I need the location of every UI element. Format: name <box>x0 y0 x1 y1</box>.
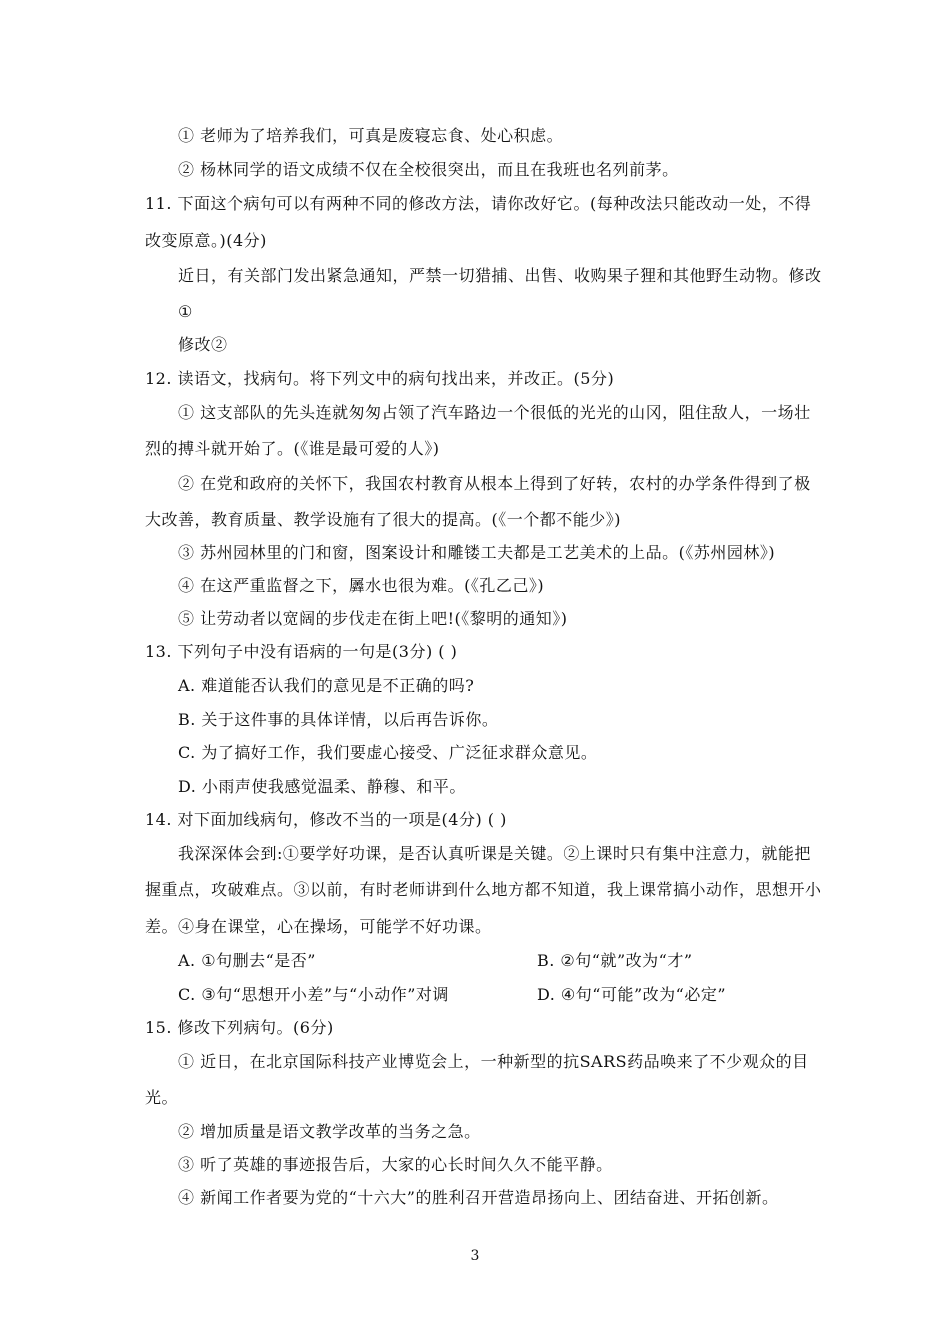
text-line: ⑤ 让劳动者以宽阔的步伐走在街上吧!(《黎明的通知》) <box>178 609 568 628</box>
text-line: ① <box>178 302 193 321</box>
text-line: 光。 <box>145 1088 179 1107</box>
text-line: 近日，有关部门发出紧急通知，严禁一切猎捕、出售、收购果子狸和其他野生动物。修改 <box>178 266 822 285</box>
text-line: ② 在党和政府的关怀下，我国农村教育从根本上得到了好转，农村的办学条件得到了极 <box>178 474 811 493</box>
text-line: 差。④身在课堂，心在操场，可能学不好功课。 <box>145 917 492 936</box>
text-line: 烈的搏斗就开始了。(《谁是最可爱的人》) <box>145 439 440 458</box>
text-line: 修改② <box>178 335 228 354</box>
text-line: ① 老师为了培养我们，可真是废寝忘食、处心积虑。 <box>178 126 564 145</box>
question-13: 13. 下列句子中没有语病的一句是(3分) ( ) <box>145 642 458 661</box>
question-15: 15. 修改下列病句。(6分) <box>145 1018 334 1037</box>
text-line: ② 杨林同学的语文成绩不仅在全校很突出，而且在我班也名列前茅。 <box>178 160 679 179</box>
text-line: ① 近日，在北京国际科技产业博览会上，一种新型的抗SARS药品唤来了不少观众的目 <box>178 1052 809 1071</box>
text-line: ③ 苏州园林里的门和窗，图案设计和雕镂工夫都是工艺美术的上品。(《苏州园林》) <box>178 543 776 562</box>
option-c: C. 为了搞好工作，我们要虚心接受、广泛征求群众意见。 <box>178 743 598 762</box>
page-number: 3 <box>470 1248 480 1264</box>
option-a: A. 难道能否认我们的意见是不正确的吗? <box>178 676 475 695</box>
option-b: B. ②句“就”改为“才” <box>537 951 693 970</box>
text-line: ② 增加质量是语文教学改革的当务之急。 <box>178 1122 481 1141</box>
text-line: ① 这支部队的先头连就匆匆占领了汽车路边一个很低的光光的山冈，阻住敌人，一场壮 <box>178 403 811 422</box>
option-d: D. 小雨声使我感觉温柔、静穆、和平。 <box>178 777 466 796</box>
option-d: D. ④句“可能”改为“必定” <box>537 985 726 1004</box>
text-line: ④ 在这严重监督之下，羼水也很为难。(《孔乙己》) <box>178 576 545 595</box>
option-a: A. ①句删去“是否” <box>178 951 316 970</box>
question-12: 12. 读语文，找病句。将下列文中的病句找出来，并改正。(5分) <box>145 369 615 388</box>
question-14: 14. 对下面加线病句，修改不当的一项是(4分) ( ) <box>145 810 507 829</box>
text-line: 大改善，教育质量、教学设施有了很大的提高。(《一个都不能少》) <box>145 510 621 529</box>
text-line: ③ 听了英雄的事迹报告后，大家的心长时间久久不能平静。 <box>178 1155 613 1174</box>
text-line: 改变原意。)(4分) <box>145 231 267 250</box>
text-line: 我深深体会到:①要学好功课，是否认真听课是关键。②上课时只有集中注意力，就能把 <box>178 844 811 863</box>
option-b: B. 关于这件事的具体详情，以后再告诉你。 <box>178 710 499 729</box>
option-c: C. ③句“思想开小差”与“小动作”对调 <box>178 985 449 1004</box>
question-11: 11. 下面这个病句可以有两种不同的修改方法，请你改好它。(每种改法只能改动一处，不得 <box>145 194 812 213</box>
text-line: 握重点，攻破难点。③以前，有时老师讲到什么地方都不知道，我上课常搞小动作，思想开小 <box>145 880 822 899</box>
text-line: ④ 新闻工作者要为党的“十六大”的胜利召开营造昂扬向上、团结奋进、开拓创新。 <box>178 1188 779 1207</box>
